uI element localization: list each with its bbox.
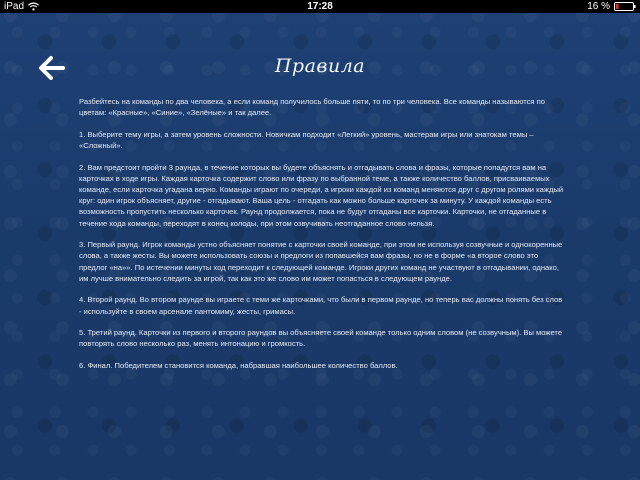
status-time: 17:28	[307, 1, 333, 12]
rules-paragraph-intro: Разбейтесь на команды по два человека, а если команд получилось больше пяти, то по три человека. Все команды называются по цветам: «Красные», «Синие», «Зелёные» и так далее.	[79, 97, 545, 118]
battery-fill	[616, 4, 619, 9]
status-bar	[0, 0, 640, 13]
rules-paragraph-1: 1. Выберите тему игры, а затем уровень сложности. Новичкам подходит «Легкий» уровень, мастерам игры или знатокам темы – «Сложный».	[79, 129, 534, 150]
battery-icon	[614, 2, 636, 11]
rules-paragraph-4: 4. Второй раунд. Во втором раунде вы играете с теми же карточками, что были в первом раунде, но теперь вас должны понять без слов - используйте в своем арсенале пантомиму, жесты, гримасы.	[79, 295, 563, 316]
rules-paragraph-5: 5. Третий раунд. Карточки из первого и второго раундов вы объясняете своей команде только одним словом (не созвучным). Вы можете повторять слово несколько раз, менять интонацию и громкость.	[79, 328, 563, 349]
page-title: Правила	[274, 55, 366, 77]
status-right	[587, 0, 636, 13]
rules-paragraph-6: 6. Финал. Победителем становится команда, набравшая наибольшее количество баллов.	[79, 361, 398, 370]
device-name: iPad	[4, 1, 25, 12]
battery-percent: 16 %	[587, 1, 610, 12]
rules-paragraph-2: 2. Вам предстоит пройти 3 раунда, в течение которых вы будете объяснять и отгадывать слова и фразы, которые попадутся вам на карточках в ходе игры. Каждая карточка содержит слово или фразу по выбранной теме, а также количество баллов, присваиваемых команде, если карточка угадана верно. Команды играют по очереди, а игроки каждой из команд меняются друг с другом ролями каждый круг: один игрок объясняет, другие - отгадывают. Ваша цель - отгадать как можно больше карточек за минуту. У каждой команды есть возможность пропустить несколько карточек. Раунд продолжается, пока не будут отгаданы все карточки. Карточки, не отгаданные в течение хода команды, переходят в конец колоды, при этом озвучивать неотгаданное слово нельзя.	[79, 162, 564, 228]
rules-text	[79, 96, 565, 382]
rules-paragraph-3: 3. Первый раунд. Игрок команды устно объясняет понятие с карточки своей команде, при этом не используя созвучные и однокоренные слова, а также жесты. Вы можете использовать союзы и предлоги из попавшейся вам фразы, но не в форме «а второе слово это предлог «на»». По истечении минуты ход переходит к следующей команде. Игроки других команд не участвуют в отгадывании, однако, им лучше внимательно следить за игрой, так как это же слово им может попасться в следующем раунде.	[79, 240, 563, 283]
